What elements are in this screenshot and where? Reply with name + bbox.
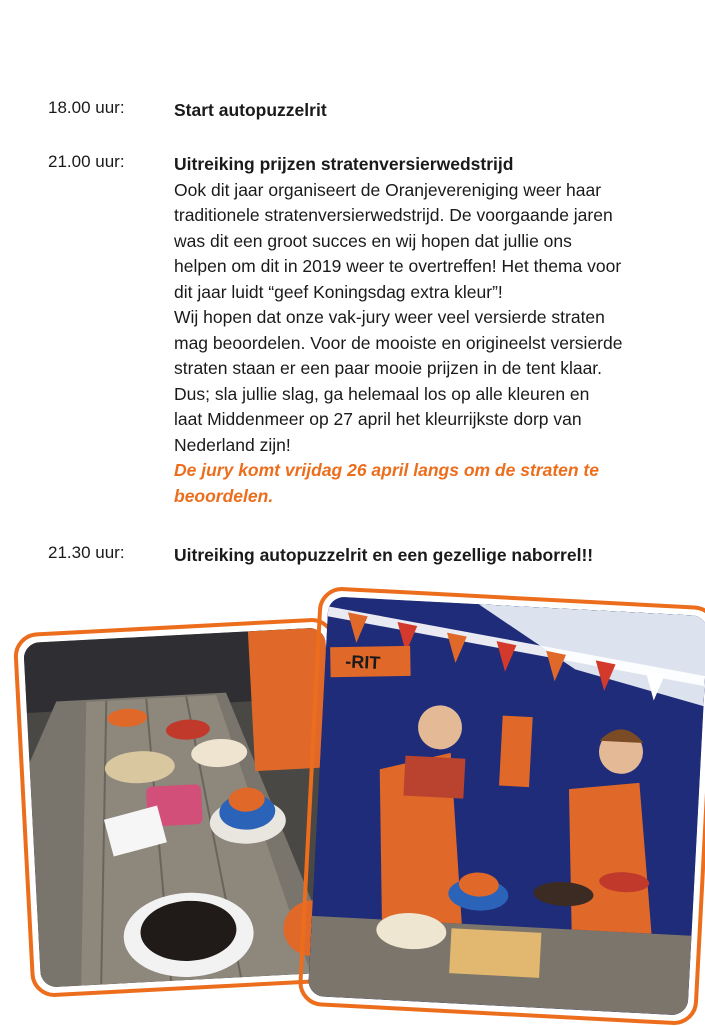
body-line: traditionele stratenversierwedstrijd. De voorgaande jaren bbox=[174, 205, 613, 225]
body-line: Ook dit jaar organiseert de Oranjevereniging weer haar bbox=[174, 179, 602, 200]
tent-illustration bbox=[308, 596, 705, 1015]
photo-tent-volunteers bbox=[297, 586, 705, 1026]
entry-title: Start autopuzzelrit bbox=[174, 100, 327, 120]
entry-time: 18.00 uur: bbox=[48, 98, 125, 117]
body-line: dit jaar luidt “geef Koningsdag extra kleur”! bbox=[174, 281, 503, 302]
entry-title: Uitreiking autopuzzelrit en een gezellige naborrel!! bbox=[174, 545, 594, 565]
body-line: laat Middenmeer op 27 april het kleurrijkste dorp van bbox=[174, 409, 582, 429]
jury-notice: beoordelen. bbox=[174, 485, 274, 506]
body-line: Wij hopen dat onze vak-jury weer veel versierde straten bbox=[174, 307, 605, 327]
body-line: was dit een groot succes en wij hopen dat jullie ons bbox=[174, 230, 572, 251]
cake-table-illustration bbox=[23, 627, 343, 987]
sign-text: -RIT bbox=[344, 651, 381, 674]
entry-title: Uitreiking prijzen stratenversierwedstrijd bbox=[174, 154, 514, 174]
body-line: Dus; sla jullie slag, ga helemaal los op alle kleuren en bbox=[174, 383, 590, 404]
body-line: mag beoordelen. Voor de mooiste en origineelst versierde bbox=[174, 332, 623, 353]
entry-time: 21.00 uur: bbox=[48, 152, 125, 171]
body-line: helpen om dit in 2019 weer te overtreffen! Het thema voor bbox=[174, 256, 622, 276]
body-line: straten staan er een paar mooie prijzen in de tent klaar. bbox=[174, 358, 603, 378]
body-line: Nederland zijn! bbox=[174, 434, 291, 455]
jury-notice: De jury komt vrijdag 26 april langs om de straten te bbox=[174, 460, 599, 480]
entry-time: 21.30 uur: bbox=[48, 543, 125, 562]
